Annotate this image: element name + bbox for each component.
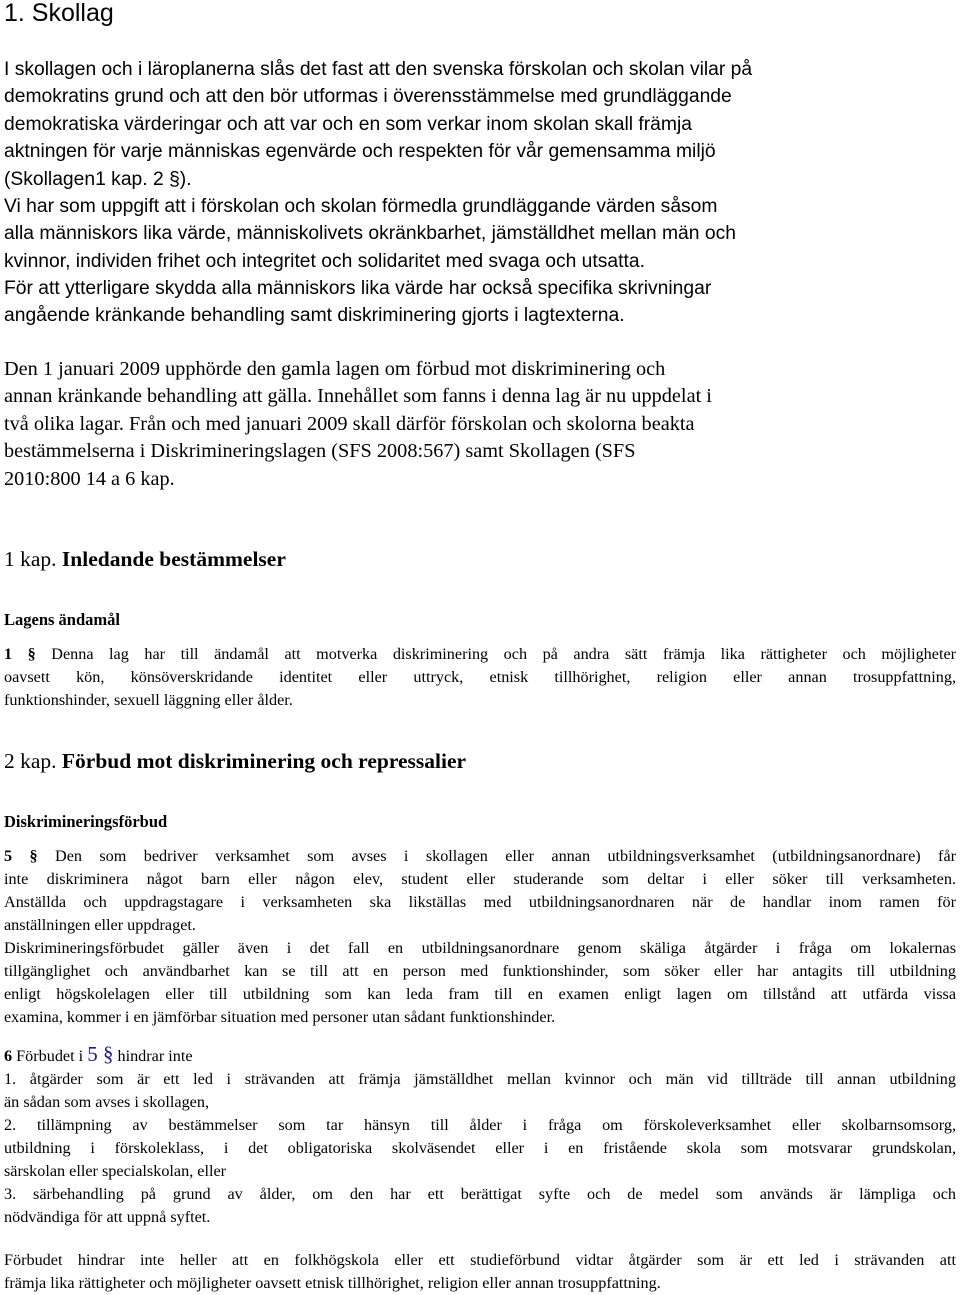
- section-6: [4, 1043, 956, 1229]
- intro-paragraph-2: [4, 193, 954, 275]
- text-line: [4, 845, 956, 868]
- section-symbol: §: [27, 645, 36, 663]
- section-number: 1: [4, 645, 13, 663]
- chapter-prefix: 2 kap.: [4, 749, 57, 773]
- section-tail-text: hindrar inte: [117, 1047, 193, 1065]
- chapter-1-subheading: Lagens ändamål: [4, 610, 120, 629]
- text-line: Diskrimineringsförbudet gäller även i det fall en utbildningsanordnare genom skäliga åtgärder i fråga om lokalernas: [4, 939, 956, 957]
- text-line: bestämmelserna i Diskrimineringslagen (SFS 2008:567) samt Skollagen (SFS: [4, 440, 636, 463]
- intro-paragraph-3: [4, 275, 954, 330]
- text-line: För att ytterligare skydda alla människors lika värde har också specifika skrivningar: [4, 278, 712, 299]
- text-line: demokratins grund och att den bör utformas i överensstämmelse med grundläggande: [4, 86, 732, 108]
- text-line: demokratiska värderingar och att var och en som verkar inom skolan skall främja: [4, 113, 692, 135]
- text-line: kvinnor, individen frihet och integritet och solidaritet med svaga och utsatta.: [4, 250, 645, 272]
- text-line: (Skollagen1 kap. 2 §).: [4, 168, 192, 190]
- list-item-line: särskolan eller specialskolan, eller: [4, 1162, 227, 1180]
- text-line: Den 1 januari 2009 upphörde den gamla lagen om förbud mot diskriminering och: [4, 358, 666, 380]
- text-line: främja lika rättigheter och möjligheter oavsett etnisk tillhörighet, religion eller annan trosuppfattning.: [4, 1274, 661, 1292]
- text-line: aktningen för varje människas egenvärde och respekten för vår gemensamma miljö: [4, 141, 716, 163]
- text-line: angående kränkande behandling samt diskriminering gjorts i lagtexterna.: [4, 305, 625, 327]
- intro-paragraph-4: [4, 356, 954, 493]
- section-number: 6: [4, 1047, 13, 1065]
- chapter-2-heading: [4, 748, 466, 774]
- list-item-line: utbildning i förskoleklass, i det obligatoriska skolväsendet eller i en fristående skola som motsvarar grundskolan,: [4, 1139, 956, 1157]
- text-line: annan kränkande behandling att gälla. Innehållet som fanns i denna lag är nu uppdelat i: [4, 385, 712, 408]
- chapter-1-heading: [4, 546, 286, 572]
- reference-symbol: §: [102, 1042, 114, 1066]
- section-text: Denna lag har till ändamål att motverka diskriminering och på andra sätt främja lika rättigheter och möjligheter: [51, 645, 957, 663]
- section-1: [4, 643, 956, 712]
- text-line: två olika lagar. Från och med januari 2009 skall därför förskolan och skolorna beakta: [4, 412, 695, 435]
- intro-paragraph-1: [4, 56, 954, 193]
- section-number: 5: [4, 847, 13, 865]
- section-5: [4, 845, 956, 937]
- section-symbol: §: [29, 847, 38, 865]
- text-line: Förbudet hindrar inte heller att en folkhögskola eller ett studieförbund vidtar åtgärder som är ett led i strävanden att: [4, 1251, 956, 1269]
- text-line: [4, 1043, 956, 1068]
- text-line: enligt högskolelagen eller till utbildning som kan leda fram till en examen enligt lagen om tillstånd att utfärda vissa: [4, 985, 956, 1003]
- list-item-line: nödvändiga för att uppnå syftet.: [4, 1208, 211, 1226]
- section-intro-text: Förbudet i: [16, 1047, 84, 1065]
- list-item-line: än sådan som avses i skollagen,: [4, 1093, 209, 1111]
- text-line: alla människors lika värde, människolivets okränkbarhet, jämställdhet mellan män och: [4, 223, 736, 245]
- text-line: anställningen eller uppdraget.: [4, 916, 196, 934]
- text-line: Vi har som uppgift att i förskolan och skolan förmedla grundläggande värden såsom: [4, 196, 718, 217]
- text-line: 2010:800 14 a 6 kap.: [4, 467, 175, 490]
- list-item-line: 2. tillämpning av bestämmelser som tar hänsyn till ålder i fråga om förskoleverksamhet eller skolbarnsomsorg,: [4, 1116, 956, 1134]
- chapter-title: Förbud mot diskriminering och repressalier: [61, 749, 467, 773]
- text-line: I skollagen och i läroplanerna slås det fast att den svenska förskolan och skolan vilar på: [4, 59, 753, 80]
- text-line: tillgänglighet och användbarhet kan se till att en person med funktionshinder, som söker eller har antagits till utbildning: [4, 962, 956, 980]
- text-line: inte diskriminera något barn eller någon elev, student eller studerande som deltar i eller söker till verksamheten.: [4, 870, 956, 888]
- closing-paragraph: [4, 1249, 956, 1295]
- list-item-line: 3. särbehandling på grund av ålder, om den har ett berättigat syfte och de medel som används är lämpliga och: [4, 1185, 956, 1203]
- text-line: examina, kommer i en jämförbar situation med personer utan sådant funktionshinder.: [4, 1008, 556, 1026]
- page-heading: 1. Skollag: [4, 0, 114, 27]
- chapter-title: Inledande bestämmelser: [61, 547, 286, 571]
- reference-number: 5: [87, 1042, 98, 1066]
- text-line: oavsett kön, könsöverskridande identitet eller uttryck, etnisk tillhörighet, religion eller annan trosuppfattning,: [4, 668, 956, 686]
- section-text: Den som bedriver verksamhet som avses i skollagen eller annan utbildningsverksamhet (utbildningsanordnare) får: [55, 847, 957, 865]
- text-line: Anställda och uppdragstagare i verksamheten ska likställas med utbildningsanordnaren när de handlar inom ramen för: [4, 893, 956, 911]
- section-reference-link[interactable]: [87, 1042, 113, 1066]
- list-item-line: 1. åtgärder som är ett led i strävanden att främja jämställdhet mellan kvinnor och män vid tillträde till annan utbildning: [4, 1070, 956, 1088]
- text-line: [4, 643, 956, 666]
- text-line: funktionshinder, sexuell läggning eller ålder.: [4, 691, 293, 709]
- discrimination-paragraph: [4, 937, 956, 1029]
- chapter-2-subheading: Diskrimineringsförbud: [4, 812, 168, 831]
- chapter-prefix: 1 kap.: [4, 547, 57, 571]
